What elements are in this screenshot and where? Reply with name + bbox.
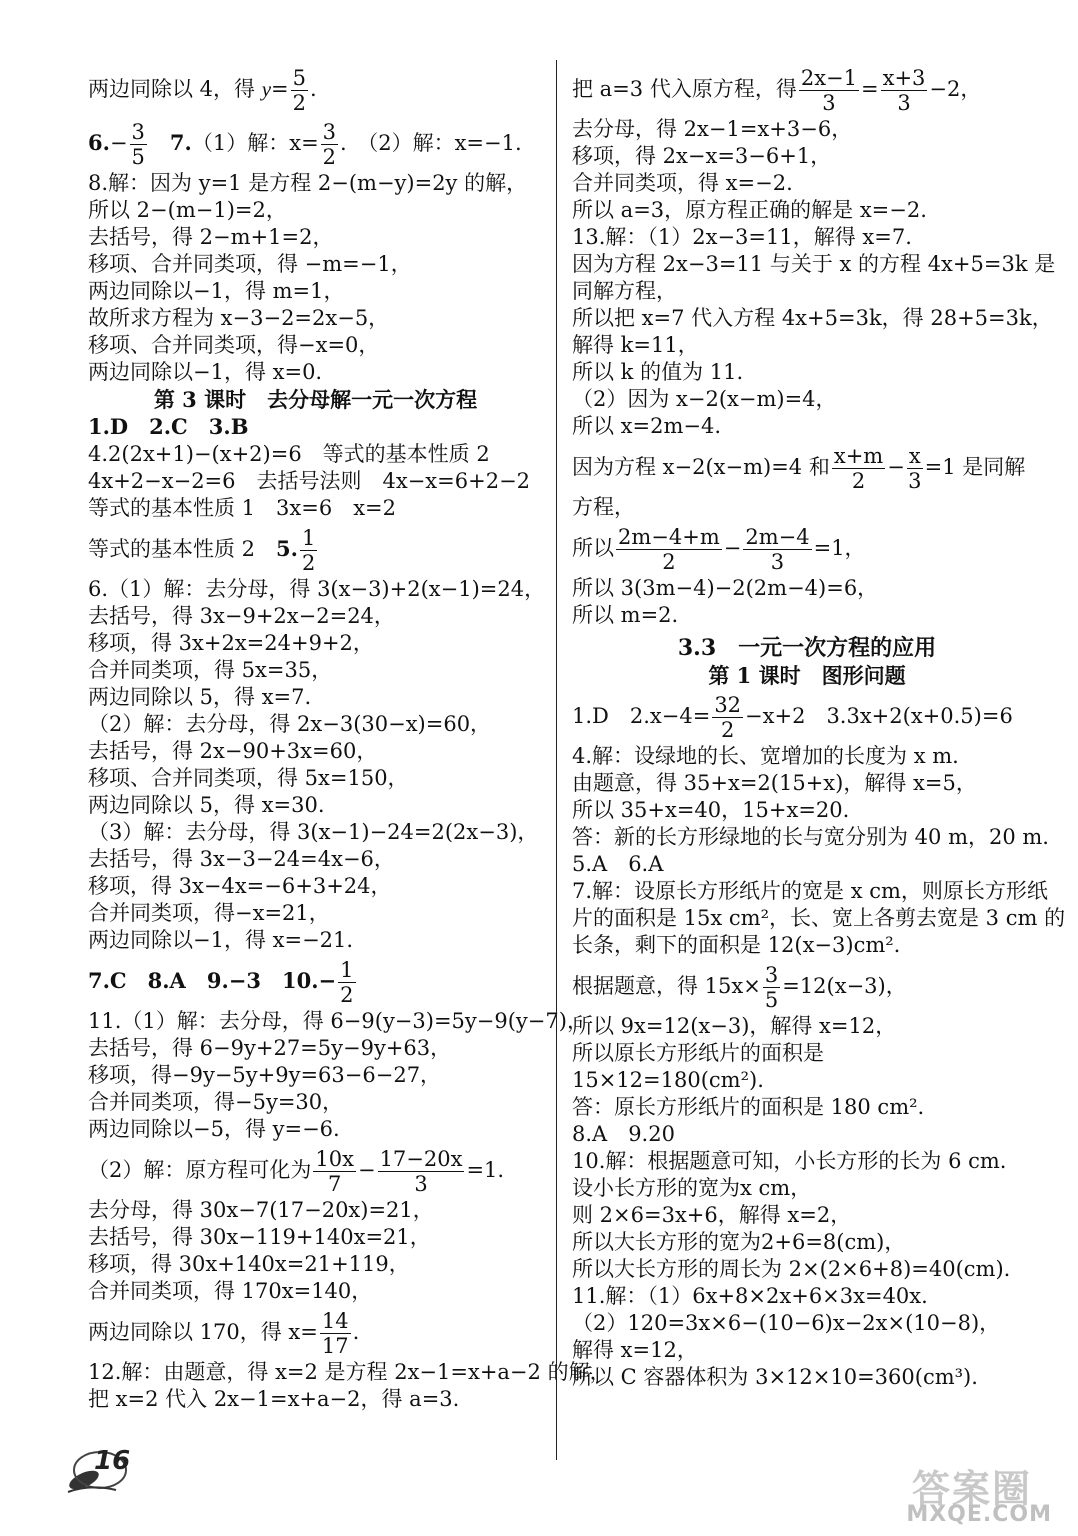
line: 故所求方程为 x−3−2=2x−5， [88,306,390,330]
line: 合并同类项，得−5y=30， [88,1090,344,1114]
line: 移项，得 3x+2x=24+9+2， [88,631,374,655]
column-divider [556,60,557,1460]
line: 答：原长方形纸片的面积是 180 cm². [572,1095,925,1119]
line: 11.解：（1）6x+8×2x+6×3x=40x. [572,1284,928,1308]
line: 所以 2−(m−1)=2， [88,198,287,222]
fraction: $\frac{2x-1}{3}$ [800,66,857,115]
line: 把 x=2 代入 2x−1=x+a−2，得 a=3. [88,1387,460,1411]
line: 等式的基本性质 1 3x=6 x=2 [88,496,396,520]
line: 因为方程 2x−3=11 与关于 x 的方程 4x+5=3k 是 [572,252,1056,276]
line: 合并同类项，得 x=−2. [572,171,793,195]
line: 合并同类项，得 170x=140， [88,1279,373,1303]
lesson-heading: 第 1 课时 图形问题 [708,663,906,688]
section-heading: 3.3 一元一次方程的应用 [677,635,937,661]
line: 同解方程， [572,279,677,303]
line: 去括号，得 6−9y+27=5y−9y+63， [88,1036,452,1060]
watermark-title: 答案圈 [911,1467,1032,1511]
line: 方程， [572,495,635,519]
fraction: $\frac{2m-4}{3}$ [745,525,810,574]
line: 5.A 6.A [572,852,664,876]
line: 所以 a=3，原方程正确的解是 x=−2. [572,198,927,222]
fraction: $\frac{10x}{7}$ [315,1147,354,1196]
page-number [60,1440,140,1500]
line: 由题意，得 35+x=2(15+x)，解得 x=5， [572,771,977,795]
line: 去括号，得 3x−9+2x−2=24， [88,604,395,628]
fraction: $\frac{32}{2}$ [714,693,742,742]
line: 所以大长方形的宽为2+6=8(cm)， [572,1230,906,1254]
fraction: $\frac{x}{3}$ [908,444,922,493]
fraction: $\frac{2m-4+m}{2}$ [618,525,720,574]
line: 去分母，得 30x−7(17−20x)=21， [88,1198,434,1222]
line: 8.解：因为 y=1 是方程 2−(m−y)=2y 的解， [88,171,528,195]
fraction: $\frac{x+m}{2}$ [833,444,884,493]
page-number-text: 16 [94,1446,131,1476]
line: 片的面积是 15x cm²，长、宽上各剪去宽是 3 cm 的 [572,906,1066,930]
line: 所以 k 的值为 11. [572,360,744,384]
line: 所以 35+x=40，15+x=20. [572,798,850,822]
line: 去括号，得 2−m+1=2， [88,225,334,249]
line: 移项，得 2x−x=3−6+1， [572,144,832,168]
fraction: $\frac{1}{2}$ [301,526,316,575]
line: 所以把 x=7 代入方程 4x+5=3k，得 28+5=3k， [572,306,1053,330]
fraction: $\frac{1}{2}$ [340,958,354,1007]
line: 移项，得 3x−4x=−6+3+24， [88,874,392,898]
line: （2）因为 x−2(x−m)=4， [572,387,837,411]
line: 移项，得 30x+140x=21+119， [88,1252,410,1276]
line: 两边同除以−5，得 y=−6. [88,1117,340,1141]
line: 移项、合并同类项，得 −m=−1， [88,252,412,276]
line: 10.解：根据题意可知，小长方形的长为 6 cm. [572,1149,1007,1173]
watermark-url: MXQE.COM [906,1502,1052,1527]
line: 移项、合并同类项，得 5x=150， [88,766,409,790]
line: 解得 x=12， [572,1338,698,1362]
fraction: $\frac{3}{5}$ [764,963,779,1012]
line: 移项、合并同类项，得−x=0， [88,333,380,357]
line: 设小长方形的宽为x cm， [572,1176,812,1200]
line: 1.D 2.C 3.B [88,414,249,439]
line: 去括号，得 2x−90+3x=60， [88,739,378,763]
line: 1.D 2.x−4= $\frac{32}{2}$ −x+2 3.3x+2(x+0.5)=6 [572,693,1013,742]
line: 8.A 9.20 [572,1122,675,1146]
line: 11.（1）解：去分母，得 6−9(y−3)=5y−9(y−7)， [88,1009,588,1033]
line: 所以 m=2. [572,603,679,627]
line: 长条，剩下的面积是 12(x−3)cm². [572,933,901,957]
line: 12.解：由题意，得 x=2 是方程 2x−1=x+a−2 的解， [88,1360,611,1384]
line: 两边同除以 170，得 x= $\frac{14}{17}$ . [88,1309,360,1358]
line: 解得 k=11， [572,333,699,357]
line: 所以 x=2m−4. [572,414,722,438]
line: 去分母，得 2x−1=x+3−6， [572,117,853,141]
line: 把 a=3 代入原方程，得 $\frac{2x-1}{3}$ = $\frac{x+3}{3}$ −2， [572,66,982,115]
line: 6.− $\frac{3}{5}$ 7.（1）解：x= $\frac{3}{2}$ . （2）解：x=−1. [88,120,522,169]
line: 答：新的长方形绿地的长与宽分别为 40 m，20 m. [572,825,1049,849]
fraction: $\frac{14}{17}$ [321,1309,349,1358]
line: 则 2×6=3x+6，解得 x=2， [572,1203,852,1227]
right-column [572,62,1066,1391]
line: （2）120=3x×6−(10−6)x−2x×(10−8)， [572,1311,1001,1335]
line: 所以 C 容器体积为 3×12×10=360(cm³). [572,1365,978,1389]
line: 因为方程 x−2(x−m)=4 和 $\frac{x+m}{2}$ − $\frac{x}{3}$ =1 是同解 [572,444,1026,493]
line: 4.解：设绿地的长、宽增加的长度为 x m. [572,744,959,768]
lesson-heading: 第 3 课时 去分母解一元一次方程 [153,387,478,412]
line: （3）解：去分母，得 3(x−1)−24=2(2x−3)， [88,820,539,844]
left-column [88,62,611,1413]
line: 4.2(2x+1)−(x+2)=6 等式的基本性质 2 [88,442,490,466]
line: 6.（1）解：去分母，得 3(x−3)+2(x−1)=24， [88,577,546,601]
line: 7.解：设原长方形纸片的宽是 x cm，则原长方形纸 [572,879,1048,903]
fraction: $\frac{3}{2}$ [322,120,337,169]
line: 13.解：（1）2x−3=11，解得 x=7. [572,225,912,249]
line: 所以 3(3m−4)−2(2m−4)=6， [572,576,879,600]
line: 合并同类项，得 5x=35， [88,658,333,682]
line: 所以大长方形的周长为 2×(2×6+8)=40(cm). [572,1257,1011,1281]
line: 15×12=180(cm²). [572,1068,764,1092]
fraction: $\frac{3}{5}$ [131,120,145,169]
line: 去括号，得 30x−119+140x=21， [88,1225,431,1249]
line: 合并同类项，得−x=21， [88,901,330,925]
line: 所以原长方形纸片的面积是 [572,1041,824,1065]
line: （2）解：原方程可化为 $\frac{10x}{7}$ − $\frac{17-20x}{3}$ =1. [88,1147,505,1196]
fraction: $\frac{17-20x}{3}$ [379,1147,463,1196]
line: 4x+2−x−2=6 去括号法则 4x−x=6+2−2 [88,469,531,493]
line: 两边同除以−1，得 x=−21. [88,928,354,952]
line: 所以 $\frac{2m-4+m}{2}$ − $\frac{2m-4}{3}$ =1， [572,525,866,574]
line: 两边同除以 5，得 x=30. [88,793,325,817]
line: 两边同除以 4，得 y= $\frac{5}{2}$ . [88,66,317,115]
line: （2）解：去分母，得 2x−3(30−x)=60， [88,712,492,736]
line: 7.C 8.A 9.−3 10.− $\frac{1}{2}$ [88,958,354,1007]
line: 两边同除以 5，得 x=7. [88,685,312,709]
line: 所以 9x=12(x−3)，解得 x=12， [572,1014,897,1038]
fraction: $\frac{x+3}{3}$ [882,66,926,115]
line: 根据题意，得 15x× $\frac{3}{5}$ =12(x−3)， [572,963,907,1012]
line: 等式的基本性质 2 5. $\frac{1}{2}$ [88,526,316,575]
watermark [878,1458,1068,1530]
line: 移项，得−9y−5y+9y=63−6−27， [88,1063,442,1087]
fraction: $\frac{5}{2}$ [292,66,307,115]
line: 去括号，得 3x−3−24=4x−6， [88,847,395,871]
line: 两边同除以−1，得 m=1， [88,279,345,303]
line: 两边同除以−1，得 x=0. [88,360,323,384]
